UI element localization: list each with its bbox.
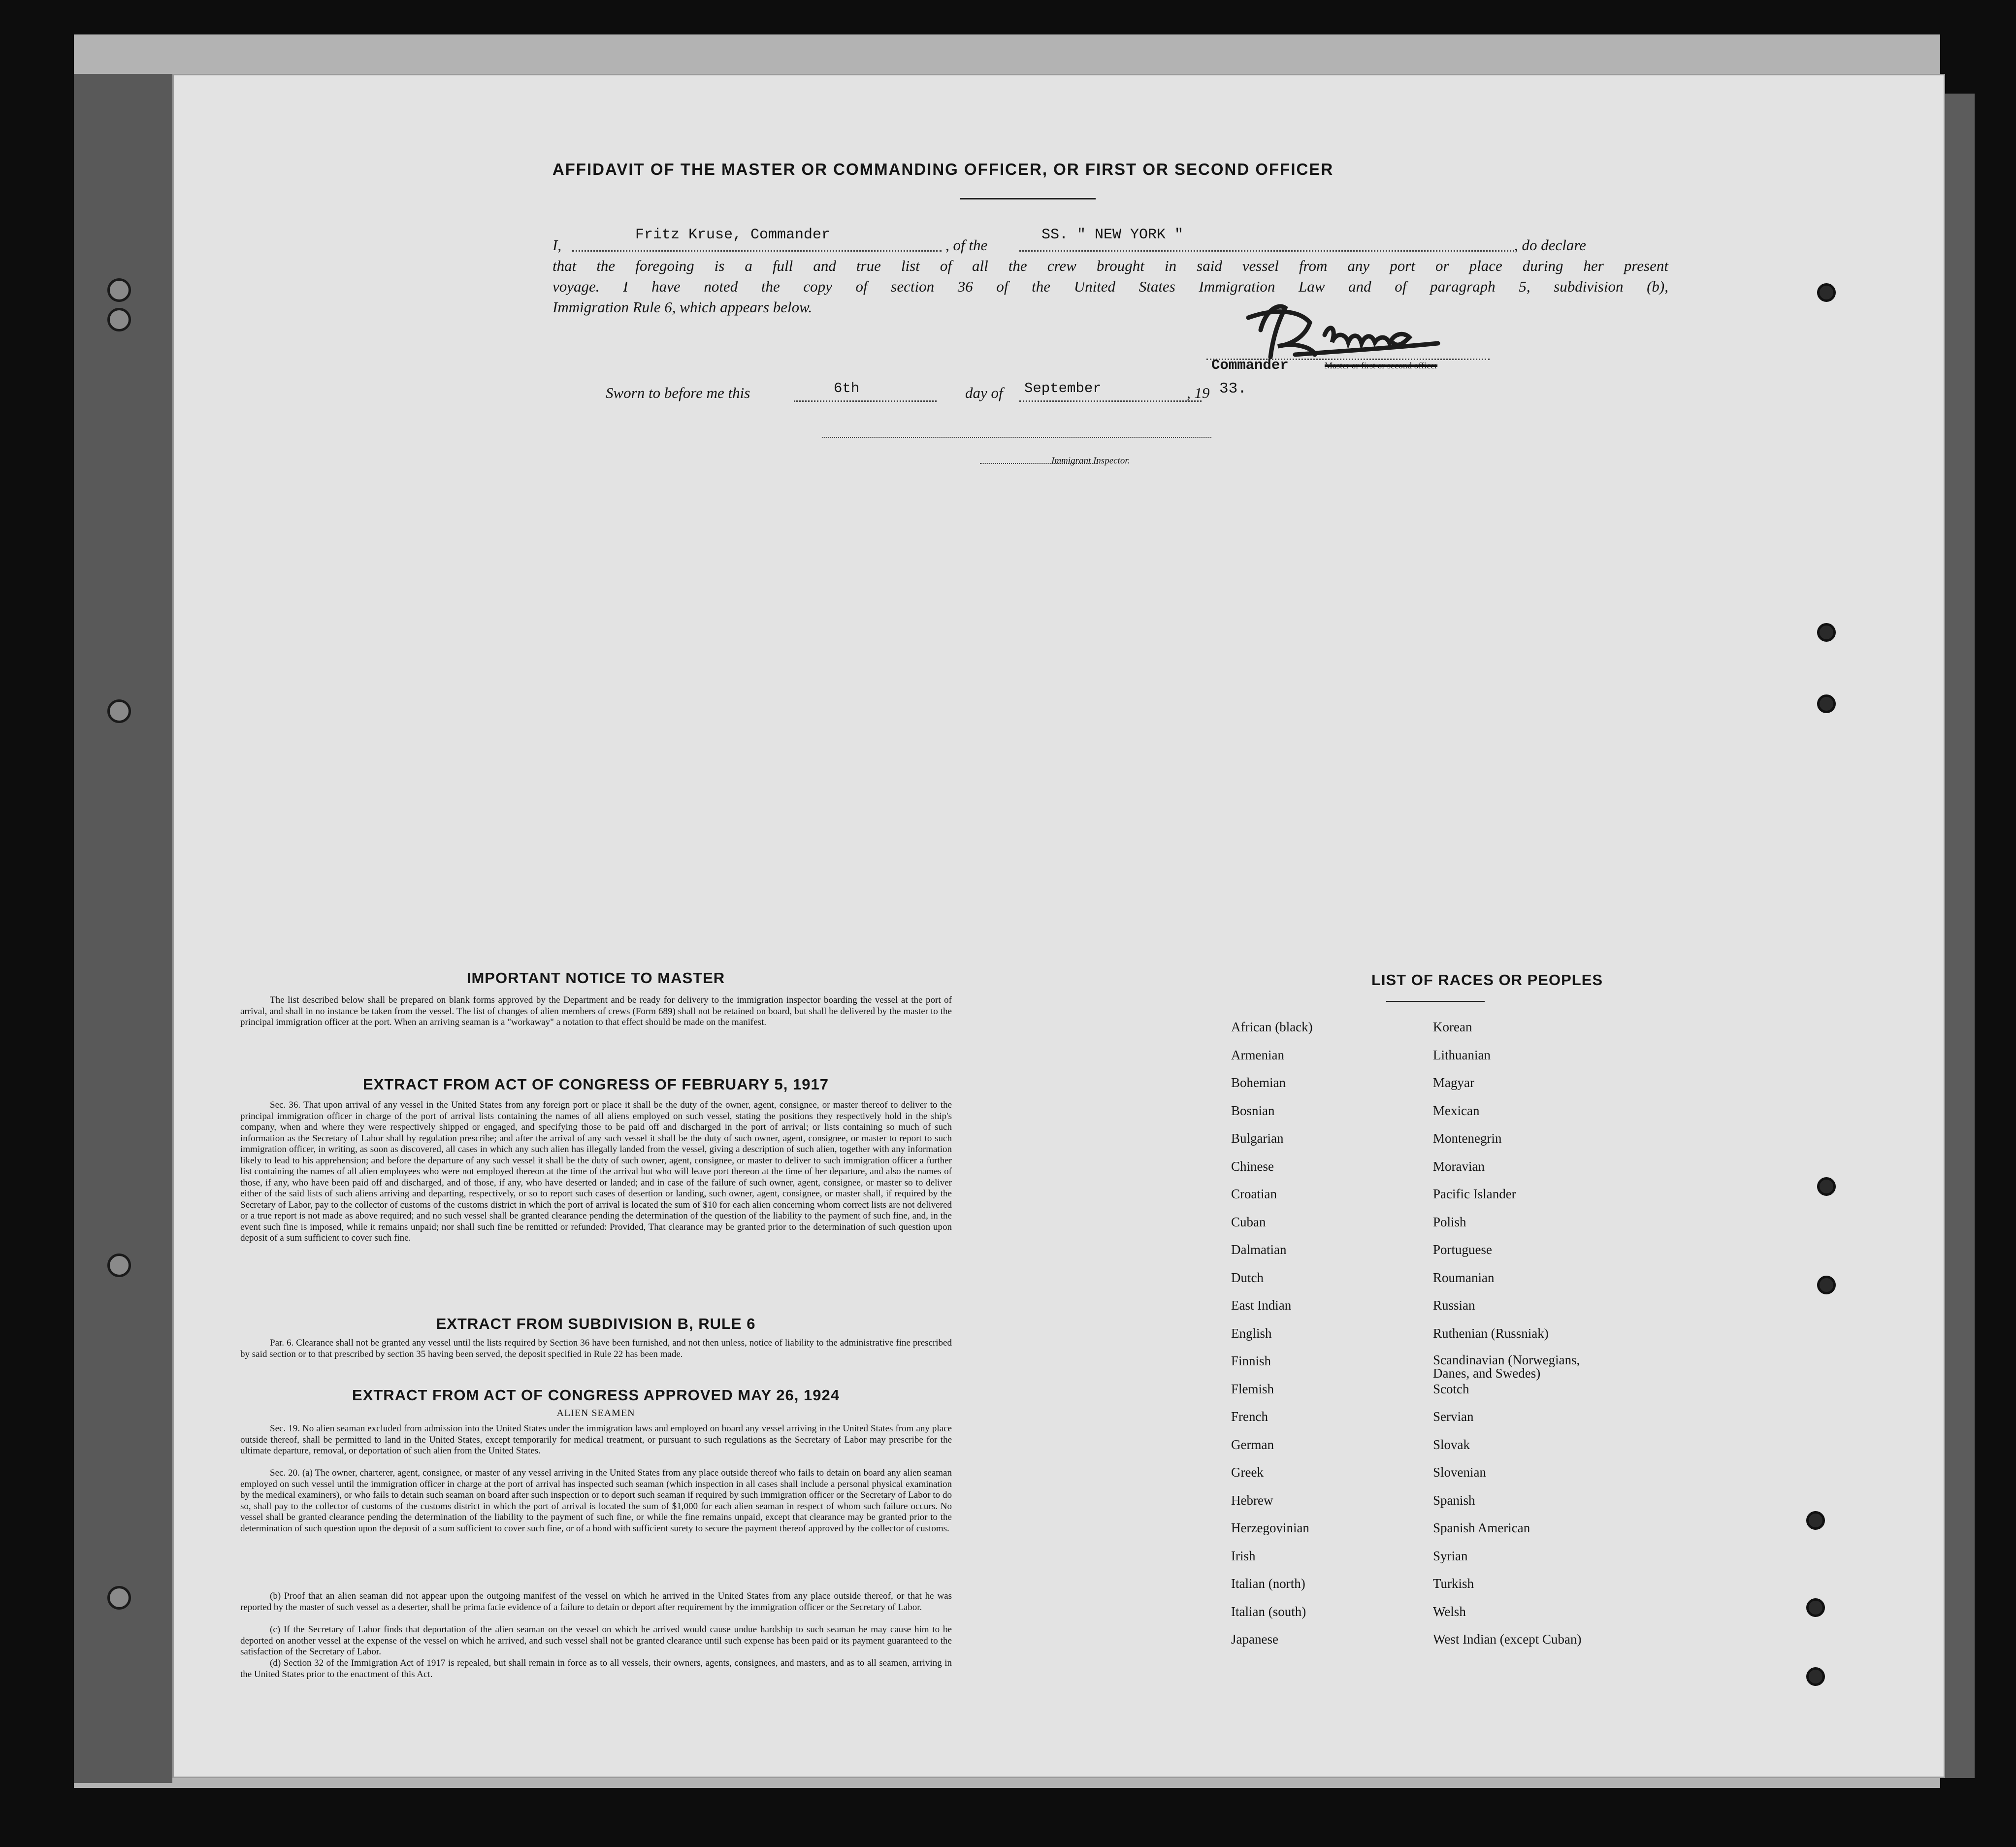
race-item: Magyar bbox=[1433, 1075, 1474, 1090]
day-of-label: day of bbox=[965, 384, 1003, 401]
punch-hole-icon bbox=[107, 1586, 131, 1610]
race-item: Spanish American bbox=[1433, 1520, 1530, 1535]
heading-rule bbox=[960, 198, 1096, 199]
race-item: Lithuanian bbox=[1433, 1047, 1491, 1062]
race-item: Cuban bbox=[1231, 1214, 1266, 1229]
race-item: Japanese bbox=[1231, 1632, 1278, 1647]
race-item: Welsh bbox=[1433, 1604, 1466, 1619]
race-item: Pacific Islander bbox=[1433, 1187, 1516, 1201]
race-item: Flemish bbox=[1231, 1381, 1274, 1396]
sworn-day-line bbox=[794, 400, 937, 402]
punch-hole-icon bbox=[107, 278, 131, 302]
race-item: Mexican bbox=[1433, 1103, 1480, 1118]
race-item: Korean bbox=[1433, 1020, 1472, 1034]
race-item: Moravian bbox=[1433, 1158, 1485, 1174]
vessel-line bbox=[1019, 250, 1514, 252]
sworn-day: 6th bbox=[834, 380, 860, 396]
affidavit-line-4: Immigration Rule 6, which appears below. bbox=[553, 298, 813, 316]
sworn-month: September bbox=[1024, 380, 1102, 396]
race-item: Italian (north) bbox=[1231, 1576, 1305, 1591]
race-item: East Indian bbox=[1231, 1298, 1292, 1313]
vessel-name: SS. " NEW YORK " bbox=[1041, 227, 1184, 243]
form-page bbox=[172, 74, 1945, 1778]
race-item: French bbox=[1231, 1409, 1268, 1424]
race-item: Russian bbox=[1433, 1298, 1475, 1313]
subdivision-heading: EXTRACT FROM SUBDIVISION B, RULE 6 bbox=[436, 1315, 756, 1332]
punch-hole-icon bbox=[1806, 1598, 1825, 1617]
race-item: Scotch bbox=[1433, 1381, 1469, 1396]
punch-hole-icon bbox=[107, 1253, 131, 1277]
races-right-column bbox=[1433, 1020, 1595, 1660]
year-prefix: , 19 bbox=[1187, 384, 1210, 401]
punch-hole-icon bbox=[107, 308, 131, 331]
race-item: Armenian bbox=[1231, 1047, 1284, 1062]
race-item: Greek bbox=[1231, 1465, 1264, 1480]
race-item: Ruthenian (Russniak) bbox=[1433, 1325, 1549, 1341]
notice-text: The list described below shall be prepared on blank forms approved by the Department and be ready for delivery to the immigration inspector boarding the vessel at the port of arrival, and shall in no instance be taken from the vessel. The list of changes of alien members of crews (Form 689) shall not be retained on board, but shall be delivered by the master to the principal immigration officer at the port. When an arriving seaman is a "workaway" a notation to that effect should be made on the manifest. bbox=[240, 995, 952, 1027]
race-item: Bosnian bbox=[1231, 1103, 1275, 1118]
inspector-line-1 bbox=[822, 437, 1211, 438]
punch-hole-icon bbox=[107, 699, 131, 723]
signer-title: Commander bbox=[1211, 357, 1289, 373]
races-heading-rule bbox=[1386, 1001, 1485, 1002]
of-the-label: , of the bbox=[945, 236, 988, 254]
do-declare-label: , do declare bbox=[1514, 236, 1587, 254]
extract-1924-sec20c: (c) If the Secretary of Labor finds that deportation of the alien seaman on the vessel on which he arrived would cause undue hardship to such seaman he may cause him to be deported on another vessel at the expense of the vessel on which he arrived, and such vessel shall not be granted clearance until such expense has been paid or its payment guaranteed to the satisfaction of the Secretary of Labor. bbox=[240, 1624, 952, 1657]
race-item: Finnish bbox=[1231, 1353, 1271, 1368]
race-item: Portuguese bbox=[1433, 1242, 1492, 1257]
declarant-line bbox=[572, 250, 942, 252]
race-item: Irish bbox=[1231, 1548, 1256, 1563]
extract-1917-heading: EXTRACT FROM ACT OF CONGRESS OF FEBRUARY 5, 1917 bbox=[363, 1076, 829, 1093]
race-item: Slovak bbox=[1433, 1437, 1470, 1452]
punch-hole-icon bbox=[1817, 1177, 1836, 1196]
year-suffix: 33. bbox=[1219, 380, 1247, 397]
race-item: Servian bbox=[1433, 1409, 1474, 1424]
subdivision-text: Par. 6. Clearance shall not be granted any vessel until the lists required by Section 36 have been furnished, and not then unless, notice of liability to the administrative fine prescribed by said section or to that prescribed by section 35 having been served, the deposit specified in Rule 22 has been made. bbox=[240, 1338, 952, 1359]
race-item: Croatian bbox=[1231, 1187, 1277, 1201]
declarant-name: Fritz Kruse, Commander bbox=[635, 227, 831, 243]
race-item: English bbox=[1231, 1325, 1272, 1341]
race-item: Polish bbox=[1433, 1214, 1466, 1229]
race-item: Bulgarian bbox=[1231, 1131, 1284, 1146]
extract-1924-sec20a: Sec. 20. (a) The owner, charterer, agent, consignee, or master of any vessel arriving in the United States from any place outside thereof who fails to detain on board any alien seaman employed on such vessel until the immigration officer in charge at the port of arrival has inspected such seaman (which inspection in all cases shall include a personal physical examination by the medical examiners), or who fails to detain such seaman on board after such inspection or to deport such seaman if required by such immigration officer or the Secretary of Labor to do so, shall pay to the collector of customs of the customs district in which the port of arrival is located the sum of $1,000 for each alien seaman in respect of whom such failure occurs. No vessel shall be granted clearance pending the determination of the liability to the payment of such fine, or while the fine remains unpaid, except that clearance may be granted prior to the determination of such question upon the deposit of a sum sufficient to cover such fine, or of a bond with sufficient surety to secure the payment thereof approved by the collector of customs. bbox=[240, 1468, 952, 1534]
punch-hole-icon bbox=[1817, 1276, 1836, 1294]
punch-hole-icon bbox=[1817, 283, 1836, 302]
race-item: African (black) bbox=[1231, 1020, 1313, 1034]
extract-1917-text: Sec. 36. That upon arrival of any vessel in the United States from any foreign port or place it shall be the duty of the owner, agent, consignee, or master thereof to deliver to the principal immigration officer in charge of the port of arrival lists containing the names of all aliens employed on such vessel, stating the positions they respectively hold in the ship's company, when and where they were respectively shipped or engaged, and specifying those to be paid off and discharged in the port of arrival; or lists containing so much of such information as the Secretary of Labor shall by regulation prescribe; and after the arrival of any such vessel it shall be the duty of such owner, agent, consignee, or master to report to such immigration officer, in writing, as soon as discovered, all cases in which any such alien has illegally landed from the vessel, giving a description of such alien, together with any information likely to lead to his apprehension; and before the departure of any such vessel it shall be the duty of such owner, agent, consignee, or master to deliver to such immigration officer a further list containing the names of all alien employees who were not employed thereon at the time of the arrival but who will leave port thereon at the time of her departure, and also the names of those, if any, who have been paid off and discharged, and of those, if any, who have deserted or landed; and in case of the failure of such owner, agent, consignee, or master so to deliver either of the said lists of such aliens arriving and departing, respectively, or so to report such cases of desertion or landing, such owner, agent, consignee, or master shall, if required by the Secretary of Labor, pay to the collector of customs of the customs district in which the port of arrival is located the sum of $10 for each alien concerning whom correct lists are not delivered or a true report is not made as above required; and no such vessel shall be granted clearance pending the determination of the question of the liability to the payment of such fine, and, in the event such fine is imposed, while it remains unpaid; nor shall such fine be remitted or refunded: Provided, That clearance may be granted prior to the determination of such question upon deposit of a sum sufficient to cover such fine. bbox=[240, 1100, 952, 1243]
extract-1924-heading: EXTRACT FROM ACT OF CONGRESS APPROVED MAY 26, 1924 bbox=[352, 1386, 840, 1404]
affidavit-line-3: voyage. I have noted the copy of section 36 of the United States Immigration Law and of paragraph 5, subdivision (b), bbox=[553, 278, 1668, 295]
signature-image bbox=[1231, 288, 1443, 367]
race-item: West Indian (except Cuban) bbox=[1433, 1632, 1582, 1647]
extract-1924-subheading: ALIEN SEAMEN bbox=[556, 1408, 635, 1418]
race-item: Montenegrin bbox=[1433, 1131, 1502, 1146]
punch-hole-icon bbox=[1817, 694, 1836, 713]
sworn-label: Sworn to before me this bbox=[606, 384, 750, 401]
extract-1924-sec20b: (b) Proof that an alien seaman did not appear upon the outgoing manifest of the vessel on which he arrived in the United States from any place outside thereof, or that he was reported by the master of such vessel as a deserter, shall be prima facie evidence of a failure to detain or deport after requirement by the immigration officer or the Secretary of Labor. bbox=[240, 1591, 952, 1613]
extract-1924-sec19: Sec. 19. No alien seaman excluded from admission into the United States under the immigration laws and employed on board any vessel arriving in the United States from any place outside thereof, shall be permitted to land in the United States, except temporarily for medical treatment, or pursuant to such regulations as the Secretary of Labor may prescribe for the ultimate departure, removal, or deportation of such alien from the United States. bbox=[240, 1423, 952, 1456]
affidavit-line-2: that the foregoing is a full and true list of all the crew brought in said vessel from any port or place during her present bbox=[553, 257, 1668, 274]
inspector-label: Immigrant Inspector. bbox=[1051, 456, 1130, 466]
race-item: Bohemian bbox=[1231, 1075, 1286, 1090]
punch-hole-icon bbox=[1806, 1511, 1825, 1530]
race-item: German bbox=[1231, 1437, 1274, 1452]
race-item: Turkish bbox=[1433, 1576, 1474, 1591]
punch-hole-icon bbox=[1817, 623, 1836, 642]
race-item: Dutch bbox=[1231, 1270, 1264, 1285]
race-item: Herzegovinian bbox=[1231, 1520, 1309, 1535]
races-left-column bbox=[1231, 1020, 1313, 1660]
notice-heading: IMPORTANT NOTICE TO MASTER bbox=[466, 969, 725, 987]
races-heading: LIST OF RACES OR PEOPLES bbox=[1371, 971, 1603, 989]
race-item: Chinese bbox=[1231, 1158, 1274, 1174]
race-item: Slovenian bbox=[1433, 1465, 1486, 1480]
race-item: Scandinavian (Norwegians, Danes, and Swedes) bbox=[1433, 1352, 1580, 1381]
extract-1924-sec20d: (d) Section 32 of the Immigration Act of 1917 is repealed, but shall remain in force as to all vessels, their owners, agents, consignees, and masters, and as to all seamen, arriving in the United States prior to the enactment of this Act. bbox=[240, 1658, 952, 1680]
race-item: Dalmatian bbox=[1231, 1242, 1287, 1257]
struck-title: Master or first or second officer bbox=[1325, 361, 1438, 370]
race-item: Roumanian bbox=[1433, 1270, 1495, 1285]
punch-hole-icon bbox=[1806, 1667, 1825, 1686]
affidavit-i-label: I, bbox=[553, 236, 562, 254]
race-item: Italian (south) bbox=[1231, 1604, 1306, 1619]
sworn-month-line bbox=[1019, 400, 1202, 402]
race-item: Spanish bbox=[1433, 1492, 1475, 1508]
affidavit-heading: AFFIDAVIT OF THE MASTER OR COMMANDING OFFICER, OR FIRST OR SECOND OFFICER bbox=[552, 160, 1334, 178]
race-item: Hebrew bbox=[1231, 1492, 1273, 1508]
race-item: Syrian bbox=[1433, 1548, 1468, 1563]
